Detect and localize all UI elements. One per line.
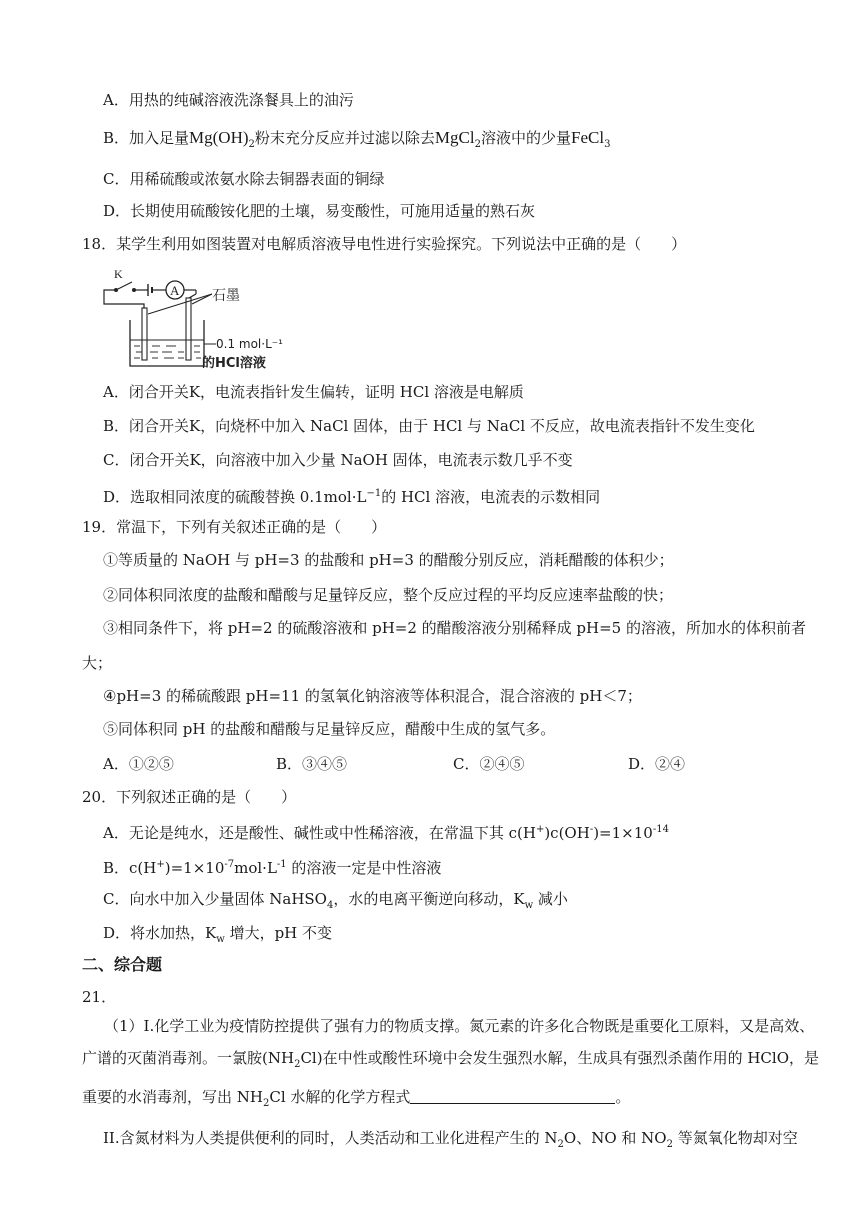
q20-a-t3: )=1×10 — [593, 824, 653, 842]
q19-stem: 19．常温下，下列有关叙述正确的是（ ） — [82, 518, 387, 536]
q19-statement-2: ②同体积同浓度的盐酸和醋酸与足量锌反应，整个反应过程的平均反应速率盐酸的快； — [103, 586, 674, 604]
q20-d-t2: 增大，pH 不变 — [224, 924, 333, 942]
q18-stem: 18．某学生利用如图装置对电解质溶液导电性进行实验探究。下列说法中正确的是（ ） — [82, 235, 687, 253]
q19-statement-1: ①等质量的 NaOH 与 pH=3 的盐酸和 pH=3 的醋酸分别反应，消耗醋酸的体积少； — [103, 551, 674, 569]
right-graphite-electrode — [186, 298, 191, 360]
q21-p2-c: O、NO 和 NO — [563, 1129, 667, 1147]
q21-p1-c: Cl)在中性或酸性环境中会发生强烈水解，生成具有强烈杀菌作用的 HClO，是重要的水消毒剂，写出 NH — [82, 1049, 819, 1106]
wire-to-right-electrode — [189, 294, 196, 298]
q18-option-a: A．闭合开关K，电流表指针发生偏转，证明 HCl 溶液是电解质 — [103, 383, 524, 401]
q20-c-s2: w — [524, 900, 534, 911]
q20-b-t4: 的溶液一定是中性溶液 — [286, 859, 442, 877]
q17-option-d: D．长期使用硫酸铵化肥的土壤，易变酸性，可施用适量的熟石灰 — [103, 202, 536, 220]
q17-b-formula-3: FeCl — [571, 128, 605, 147]
q20-c-t1: C．向水中加入少量固体 NaHSO — [103, 890, 327, 908]
q17-b-formula-2: MgCl — [434, 128, 475, 147]
q17-b-text-3: 溶液中的少量 — [480, 129, 571, 147]
q21-p2-d: 2 — [666, 1139, 673, 1150]
q20-c-s1: 4 — [326, 900, 334, 911]
q20-c-t3: 减小 — [533, 890, 568, 908]
electrode-label: 石墨 — [212, 288, 240, 304]
q20-option-c — [103, 889, 568, 916]
q18-d-text-2: 的 HCl 溶液，电流表的示数相同 — [381, 488, 601, 506]
concentration-label: 0.1 mol·L⁻¹ — [216, 337, 283, 351]
q20-option-a — [103, 820, 669, 843]
q21-paragraph-1 — [82, 1010, 822, 1120]
q19-choice-a: A．①②⑤ — [103, 755, 174, 773]
switch-lever — [116, 282, 132, 290]
q20-a-s2: - — [589, 824, 594, 835]
q17-b-sub-3: 3 — [604, 139, 611, 150]
q18-option-b: B．闭合开关K，向烧杯中加入 NaCl 固体，由于 HCl 与 NaCl 不反应，故电流表指针不发生变化 — [103, 417, 755, 435]
q21-p1-end: 。 — [615, 1088, 631, 1106]
beaker-outline — [130, 320, 204, 366]
switch-label: K — [114, 268, 123, 281]
q19-statement-5: ⑤同体积同 pH 的盐酸和醋酸与足量锌反应，醋酸中生成的氢气多。 — [103, 720, 556, 738]
q20-a-s3: -14 — [652, 824, 669, 835]
q17-b-sub-1: 2 — [248, 139, 255, 150]
q18-option-d — [103, 484, 600, 507]
q19-statement-3a: ③相同条件下，将 pH=2 的硫酸溶液和 pH=2 的醋酸溶液分别稀释成 pH=5 的溶液，所加水的体积前者 — [103, 619, 806, 637]
solution-label: 的HCl溶液 — [202, 356, 266, 371]
q17-b-sub-2: 2 — [474, 139, 481, 150]
q20-c-t2: ，水的电离平衡逆向移动，K — [333, 890, 525, 908]
q20-d-s1: w — [216, 934, 225, 945]
q18-d-text-1: D．选取相同浓度的硫酸替换 0.1mol·L — [103, 488, 367, 506]
q20-a-t1: A．无论是纯水，还是酸性、碱性或中性稀溶液，在常温下其 c(H — [103, 824, 536, 842]
q20-d-t1: D．将水加热，K — [103, 924, 217, 942]
q17-b-formula-1: Mg(OH) — [189, 128, 249, 147]
q18-d-sup: −1 — [366, 488, 382, 499]
left-graphite-electrode — [142, 308, 147, 360]
q20-stem: 20．下列叙述正确的是（ ） — [82, 788, 297, 806]
q20-option-d — [103, 923, 332, 950]
q20-b-t3: mol·L — [234, 859, 277, 877]
q20-b-s2: -7 — [224, 859, 235, 870]
ammeter-label: A — [170, 283, 180, 298]
answer-blank[interactable] — [410, 1089, 615, 1104]
q21-p2-b: 2 — [557, 1139, 564, 1150]
q20-b-s3: -1 — [276, 859, 287, 870]
q20-b-t1: B．c(H — [103, 859, 157, 877]
q21-p1-b: 2 — [294, 1059, 301, 1070]
q19-statement-3b: 大； — [82, 654, 113, 672]
electrolysis-apparatus-diagram — [100, 268, 300, 376]
q19-choice-d: D．②④ — [628, 755, 686, 773]
q20-option-b — [103, 855, 441, 878]
q17-option-c: C．用稀硫酸或浓氨水除去铜器表面的铜绿 — [103, 170, 385, 188]
wire-to-left-electrode — [104, 302, 144, 308]
q19-choice-b: B．③④⑤ — [276, 755, 348, 773]
section-heading: 二、综合题 — [82, 955, 163, 974]
q17-option-b — [103, 128, 610, 155]
q21-p1-a: （1）I.化学工业为疫情防控提供了强有力的物质支撑。氮元素的许多化合物既是重要化工原料，又是高效、广谱的灭菌消毒剂。一氯胺(NH — [82, 1017, 815, 1067]
q21-p2-a: II.含氮材料为人类提供便利的同时，人类活动和工业化进程产生的 N — [103, 1129, 558, 1147]
q21-paragraph-2 — [103, 1128, 798, 1155]
q21-p1-e: Cl 水解的化学方程式 — [269, 1088, 411, 1106]
q19-statement-4: ④pH=3 的稀硫酸跟 pH=11 的氢氧化钠溶液等体积混合，混合溶液的 pH＜7； — [103, 687, 642, 705]
q19-choice-c: C．②④⑤ — [453, 755, 525, 773]
q20-a-s1: + — [535, 824, 545, 835]
q20-a-t2: )c(OH — [544, 824, 590, 842]
q17-option-a: A．用热的纯碱溶液洗涤餐具上的油污 — [103, 91, 354, 109]
wire-left — [104, 290, 114, 302]
q21-number: 21． — [82, 988, 117, 1006]
q20-b-t2: )=1×10 — [164, 859, 225, 877]
q17-b-text-2: 粉末充分反应并过滤以除去 — [254, 129, 435, 147]
q21-p1-d: 2 — [262, 1098, 270, 1109]
q21-p2-e: 等氮氧化物却对空 — [672, 1129, 798, 1147]
q18-option-c: C．闭合开关K，向溶液中加入少量 NaOH 固体，电流表示数几乎不变 — [103, 451, 573, 469]
q20-b-s1: + — [156, 859, 165, 870]
q17-b-text-1: B．加入足量 — [103, 129, 190, 147]
